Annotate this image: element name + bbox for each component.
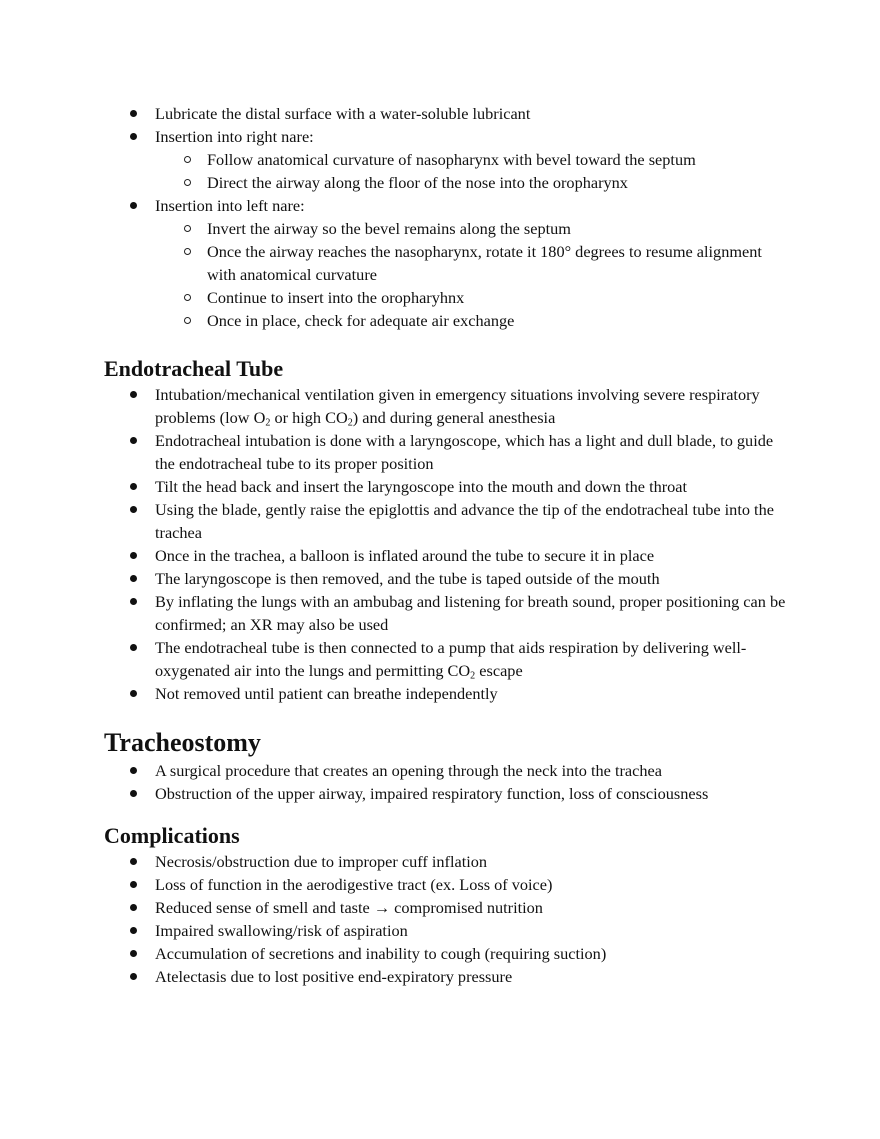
list-item-text: Tilt the head back and insert the laryngoscope into the mouth and down the throat bbox=[155, 477, 688, 497]
bullet-disc-icon bbox=[130, 202, 137, 209]
bullet-disc-icon bbox=[130, 552, 137, 559]
sublist-right-nare bbox=[155, 148, 794, 194]
sublist-item bbox=[104, 217, 794, 240]
bullet-disc-icon bbox=[130, 575, 137, 582]
list-item-text: The laryngoscope is then removed, and the tube is taped outside of the mouth bbox=[155, 569, 660, 589]
sublist-item-text: Continue to insert into the oropharyhnx bbox=[207, 288, 465, 307]
list-item-text: Loss of function in the aerodigestive tract (ex. Loss of voice) bbox=[155, 874, 553, 894]
list-item bbox=[104, 194, 794, 332]
tracheostomy-list bbox=[104, 759, 794, 805]
list-item-text: Endotracheal intubation is done with a laryngoscope, which has a light and dull blade, to guide the endotracheal tube to its proper position bbox=[155, 431, 774, 474]
list-item-text: Impaired swallowing/risk of aspiration bbox=[155, 920, 408, 940]
bullet-disc-icon bbox=[130, 881, 137, 888]
sublist-item-text: Once the airway reaches the nasopharynx, rotate it 180° degrees to resume alignment with anatomical curvature bbox=[207, 242, 762, 284]
list-item-text: Insertion into left nare: bbox=[155, 196, 305, 215]
bullet-circle-icon bbox=[184, 156, 191, 163]
list-item bbox=[104, 636, 794, 682]
list-item-text: Using the blade, gently raise the epiglottis and advance the tip of the endotracheal tube into the trachea bbox=[155, 500, 774, 543]
sublist-item bbox=[104, 286, 794, 309]
bullet-disc-icon bbox=[130, 690, 137, 697]
bullet-disc-icon bbox=[130, 950, 137, 957]
list-item bbox=[104, 965, 794, 988]
list-item bbox=[104, 919, 794, 942]
bullet-disc-icon bbox=[130, 110, 137, 117]
endotracheal-list bbox=[104, 383, 794, 705]
list-item bbox=[104, 942, 794, 965]
list-item bbox=[104, 544, 794, 567]
sublist-left-nare bbox=[155, 217, 794, 332]
list-item-text: The endotracheal tube is then connected to a pump that aids respiration by delivering well-oxygenated air into the lungs and permitting $CO_2$ escape bbox=[155, 638, 747, 682]
bullet-disc-icon bbox=[130, 858, 137, 865]
list-item-text: Accumulation of secretions and inability to cough (requiring suction) bbox=[155, 943, 607, 963]
sublist-item bbox=[104, 309, 794, 332]
list-item-text: Insertion into right nare: bbox=[155, 127, 314, 146]
list-item-text: Once in the trachea, a balloon is inflated around the tube to secure it in place bbox=[155, 546, 655, 566]
list-item bbox=[104, 125, 794, 194]
sublist-item-text: Follow anatomical curvature of nasopharynx with bevel toward the septum bbox=[207, 150, 696, 169]
bullet-circle-icon bbox=[184, 225, 191, 232]
sublist-item-text: Once in place, check for adequate air exchange bbox=[207, 311, 515, 330]
nasal-airway-steps-list bbox=[104, 102, 794, 332]
sublist-item bbox=[104, 240, 794, 286]
section-heading-endotracheal-tube: Endotracheal Tube bbox=[104, 356, 284, 381]
sublist-item-text: Direct the airway along the floor of the nose into the oropharynx bbox=[207, 173, 628, 192]
sublist-item bbox=[104, 148, 794, 171]
list-item-text: By inflating the lungs with an ambubag and listening for breath sound, proper positioning can be confirmed; an XR may also be used bbox=[155, 592, 786, 635]
bullet-circle-icon bbox=[184, 294, 191, 301]
bullet-disc-icon bbox=[130, 437, 137, 444]
sublist-item bbox=[104, 171, 794, 194]
list-item-text: Intubation/mechanical ventilation given in emergency situations involving severe respiratory problems (low $O_2$ or high $CO_2$) and during general anesthesia bbox=[155, 385, 760, 429]
bullet-disc-icon bbox=[130, 506, 137, 513]
bullet-circle-icon bbox=[184, 179, 191, 186]
bullet-disc-icon bbox=[130, 973, 137, 980]
list-item bbox=[104, 759, 794, 782]
bullet-disc-icon bbox=[130, 391, 137, 398]
list-item-text: Lubricate the distal surface with a water-soluble lubricant bbox=[155, 104, 531, 123]
list-item bbox=[104, 567, 794, 590]
list-item bbox=[104, 429, 794, 475]
section-heading-tracheostomy: Tracheostomy bbox=[104, 728, 261, 758]
bullet-disc-icon bbox=[130, 767, 137, 774]
list-item bbox=[104, 590, 794, 636]
list-item bbox=[104, 383, 794, 429]
section-heading-complications: Complications bbox=[104, 822, 240, 848]
bullet-disc-icon bbox=[130, 483, 137, 490]
list-item-text: Atelectasis due to lost positive end-expiratory pressure bbox=[155, 966, 513, 986]
bullet-disc-icon bbox=[130, 644, 137, 651]
list-item-text: A surgical procedure that creates an opening through the neck into the trachea bbox=[155, 760, 662, 780]
bullet-circle-icon bbox=[184, 317, 191, 324]
bullet-circle-icon bbox=[184, 248, 191, 255]
bullet-disc-icon bbox=[130, 904, 137, 911]
list-item-text: Not removed until patient can breathe independently bbox=[155, 684, 498, 704]
list-item bbox=[104, 682, 794, 705]
complications-list bbox=[104, 850, 794, 988]
bullet-disc-icon bbox=[130, 927, 137, 934]
list-item-text: Reduced sense of smell and taste → compromised nutrition bbox=[155, 897, 543, 917]
list-item bbox=[104, 102, 794, 125]
list-item-text: Obstruction of the upper airway, impaired respiratory function, loss of consciousness bbox=[155, 783, 709, 803]
list-item bbox=[104, 850, 794, 873]
bullet-disc-icon bbox=[130, 598, 137, 605]
list-item bbox=[104, 873, 794, 896]
bullet-disc-icon bbox=[130, 133, 137, 140]
document-content bbox=[104, 102, 794, 988]
list-item bbox=[104, 896, 794, 919]
list-item bbox=[104, 782, 794, 805]
list-item-text: Necrosis/obstruction due to improper cuff inflation bbox=[155, 851, 488, 871]
sublist-item-text: Invert the airway so the bevel remains along the septum bbox=[207, 219, 571, 238]
list-item bbox=[104, 475, 794, 498]
list-item bbox=[104, 498, 794, 544]
bullet-disc-icon bbox=[130, 790, 137, 797]
